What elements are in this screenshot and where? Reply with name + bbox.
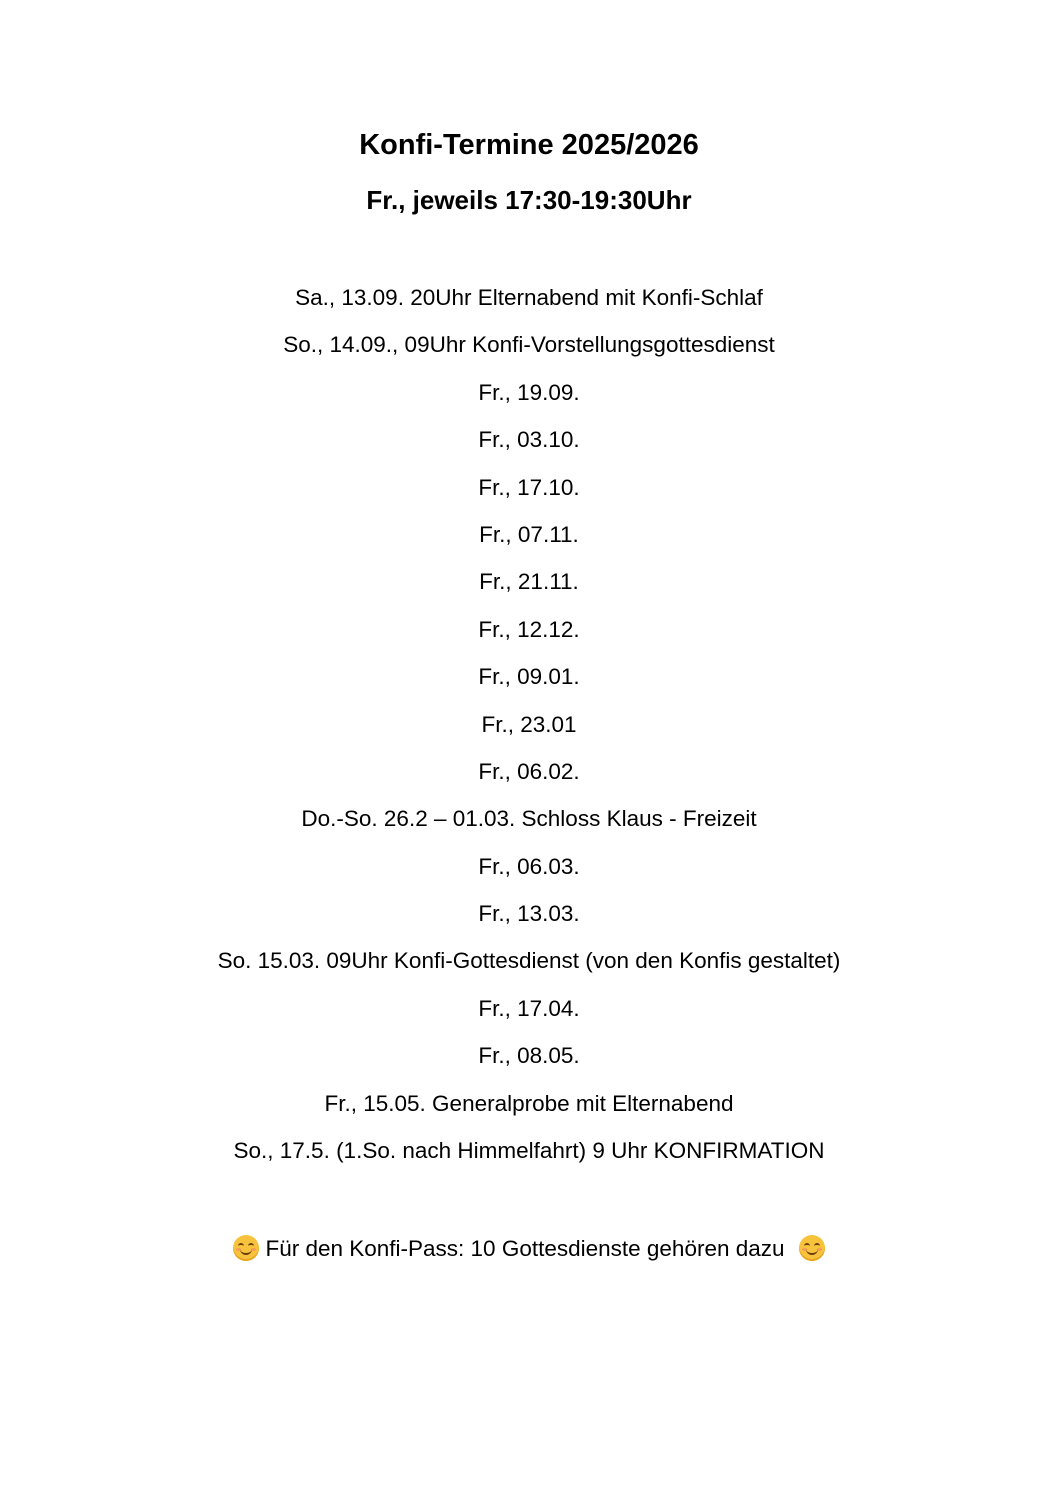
- schedule-item: Fr., 09.01.: [478, 664, 580, 690]
- schedule-item: Do.-So. 26.2 – 01.03. Schloss Klaus - Freizeit: [301, 806, 757, 832]
- schedule-item: Fr., 17.10.: [478, 474, 580, 500]
- schedule-item: Fr., 03.10.: [478, 427, 580, 453]
- schedule-item: So., 14.09., 09Uhr Konfi-Vorstellungsgottesdienst: [283, 332, 775, 358]
- smiling-face-icon: [799, 1235, 825, 1261]
- schedule-item: Fr., 19.09.: [478, 379, 580, 405]
- page-title: Konfi-Termine 2025/2026: [359, 129, 699, 161]
- schedule-item: Fr., 17.04.: [478, 995, 580, 1021]
- smiling-face-icon: [233, 1235, 259, 1261]
- schedule-item: So. 15.03. 09Uhr Konfi-Gottesdienst (von den Konfis gestaltet): [217, 948, 841, 974]
- schedule-item: Sa., 13.09. 20Uhr Elternabend mit Konfi-Schlaf: [295, 285, 763, 310]
- schedule-item: Fr., 15.05. Generalprobe mit Elternabend: [324, 1090, 734, 1116]
- schedule-item: Fr., 12.12.: [478, 616, 580, 642]
- schedule-item: Fr., 23.01: [481, 711, 577, 737]
- schedule-item: Fr., 08.05.: [478, 1043, 580, 1069]
- schedule-item: Fr., 07.11.: [479, 521, 579, 547]
- schedule-item: Fr., 06.03.: [478, 853, 580, 879]
- schedule-item: Fr., 21.11.: [479, 569, 579, 595]
- schedule-item: Fr., 06.02.: [478, 758, 580, 784]
- schedule-item: So., 17.5. (1.So. nach Himmelfahrt) 9 Uhr KONFIRMATION: [233, 1138, 825, 1164]
- konfi-pass-note-text: Für den Konfi-Pass: 10 Gottesdienste gehören dazu: [265, 1236, 785, 1261]
- page-subtitle: Fr., jeweils 17:30-19:30Uhr: [366, 185, 692, 215]
- schedule-list: [0, 281, 1058, 1181]
- schedule-item: Fr., 13.03.: [478, 901, 580, 927]
- konfi-pass-note: [0, 1232, 1058, 1266]
